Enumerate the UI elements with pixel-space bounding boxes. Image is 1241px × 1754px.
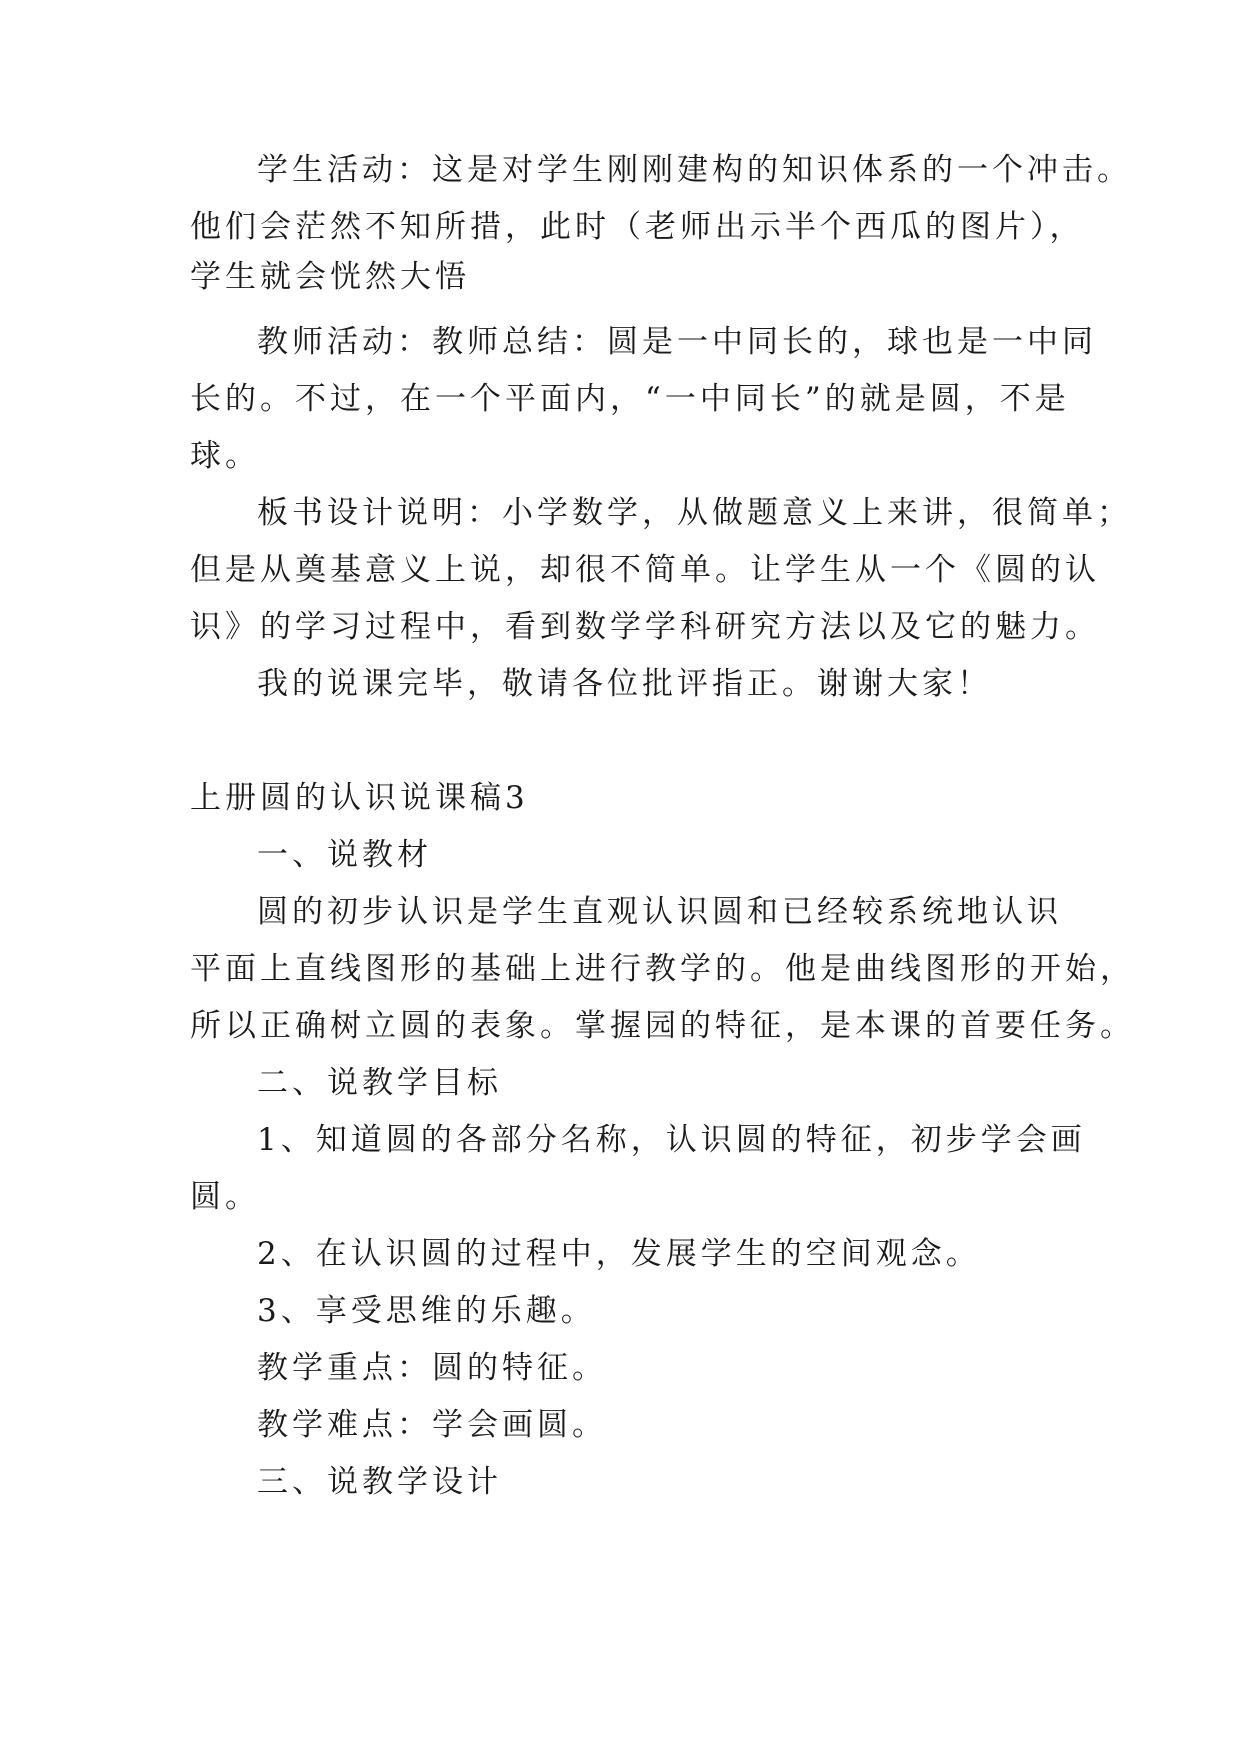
text-line: 教学难点：学会画圆。 (257, 1407, 607, 1443)
text-line: 所以正确树立圆的表象。掌握园的特征，是本课的首要任务。 (190, 1008, 1135, 1044)
text-line: 圆的初步认识是学生直观认识圆和已经较系统地认识 (257, 894, 1062, 930)
text-line: 学生活动：这是对学生刚刚建构的知识体系的一个冲击。 (257, 152, 1132, 188)
text-line: 球。 (190, 438, 260, 474)
text-line: 板书设计说明：小学数学，从做题意义上来讲，很简单； (257, 495, 1132, 531)
text-line: 学生就会恍然大悟 (190, 259, 470, 295)
text-line: 教师活动：教师总结：圆是一中同长的，球也是一中同 (257, 324, 1097, 360)
section-title: 上册圆的认识说课稿3 (190, 780, 529, 816)
text-line: 1、知道圆的各部分名称，认识圆的特征，初步学会画 (257, 1122, 1086, 1158)
text-line: 2、在认识圆的过程中，发展学生的空间观念。 (257, 1236, 981, 1272)
text-line: 他们会茫然不知所措，此时（老师出示半个西瓜的图片）， (190, 209, 1085, 245)
text-line: 但是从奠基意义上说，却很不简单。让学生从一个《圆的认 (190, 552, 1100, 588)
text-line: 平面上直线图形的基础上进行教学的。他是曲线图形的开始， (190, 951, 1135, 987)
text-line: 一、说教材 (257, 837, 432, 873)
text-line: 识》的学习过程中，看到数学学科研究方法以及它的魅力。 (190, 609, 1100, 645)
text-line: 3、享受思维的乐趣。 (257, 1293, 596, 1329)
text-line: 二、说教学目标 (257, 1065, 502, 1101)
text-line: 圆。 (190, 1179, 260, 1215)
text-line: 我的说课完毕，敬请各位批评指正。谢谢大家！ (257, 666, 992, 702)
text-line: 长的。不过，在一个平面内，“一中同长”的就是圆，不是 (190, 381, 1070, 417)
text-line: 教学重点：圆的特征。 (257, 1350, 607, 1386)
text-line: 三、说教学设计 (257, 1464, 502, 1500)
